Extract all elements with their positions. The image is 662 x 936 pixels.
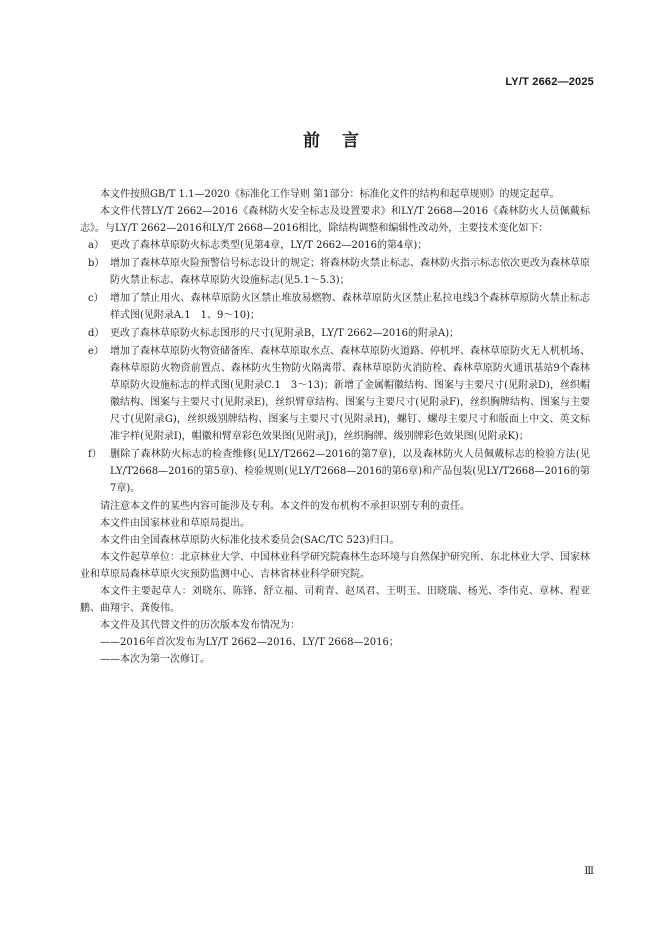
drafting-units: 本文件起草单位：北京林业大学、中国林业科学研究院森林生态环境与自然保护研究所、东北林业大学、国家林业和草原局森林草原火灾预防监测中心、吉林省林业科学研究院。 <box>80 552 590 580</box>
patent-notice: 请注意本文件的某些内容可能涉及专利。本文件的发布机构不承担识别专利的责任。 <box>100 501 470 512</box>
list-item <box>80 237 590 254</box>
list-item-label: d） <box>88 328 105 339</box>
standard-code: LY/T 2662—2025 <box>505 76 594 88</box>
page-number: Ⅲ <box>584 866 594 877</box>
list-item-text: 增加了禁止用火、森林草原防火区禁止堆放易燃物、森林草原防火区禁止私拉电线3个森林草原防火禁止标志样式图(见附录A.1 1、9～10)； <box>110 293 590 321</box>
list-item-text: 增加了森林草原火险预警信号标志设计的规定；将森林防火禁止标志、森林防火指示标志依次更改为森林草原防火禁止标志、森林草原防火设施标志(见5.1～5.3)； <box>110 258 590 286</box>
page-title: 前言 <box>303 131 381 151</box>
committee-statement: 本文件由全国森林草原防火标准化技术委员会(SAC/TC 523)归口。 <box>100 535 400 546</box>
list-item-label: e） <box>88 346 104 357</box>
list-item <box>80 290 590 324</box>
list-item <box>80 255 590 289</box>
history-item: ——本次为第一次修订。 <box>100 654 210 665</box>
changes-list <box>80 237 590 497</box>
list-item-text: 更改了森林草原防火标志类型(见第4章，LY/T 2662—2016的第4章)； <box>110 240 428 251</box>
list-item-text: 删除了森林防火标志的检查维修(见LY/T2662—2016的第7章)，以及森林防火人员佩戴标志的检验方法(见LY/T2668—2016的第5章)、检验规则(见LY/T2668—2016的第6章)和产品包装(见LY/T2668—2016的第7章)。 <box>110 449 590 494</box>
list-item-label: f） <box>88 449 102 460</box>
list-item-label: c） <box>88 293 104 304</box>
list-item <box>80 446 590 497</box>
list-item <box>80 343 590 445</box>
list-item <box>80 325 590 342</box>
intro-paragraph: 本文件代替LY/T 2662—2016《森林防火安全标志及设置要求》和LY/T 2668—2016《森林防火人员佩戴标志》。与LY/T 2662—2016和LY/T 2668—2016相比，除结构调整和编辑性改动外，主要技术变化如下： <box>80 206 590 234</box>
list-item-text: 增加了森林草原防火物资储备库、森林草原取水点、森林草原防火道路、停机坪、森林草原防火无人机机场、森林草原防火物资前置点、森林防火生物防火隔离带、森林草原防火消防栓、森林草原防火通讯基站9个森林草原防火设施标志的样式图(见附录C.1 3～13)；新增了金属帽徽结构、图案与主要尺寸(见附录D)，丝织帽徽结构、图案与主要尺寸(见附录E)，丝织臂章结构、图案与主要尺寸(见附录F)，丝织胸牌结构、图案与主要尺寸(见附录G)，丝织级别牌结构、图案与主要尺寸(见附录H)，螺钉、螺母主要尺寸和版面上中文、英文标准字样(见附录I)，帽徽和臂章彩色效果图(见附录J)，丝织胸牌、级别牌彩色效果图(见附录K)； <box>110 346 590 442</box>
history-intro: 本文件及其代替文件的历次版本发布情况为： <box>100 620 300 631</box>
intro-paragraph: 本文件按照GB/T 1.1—2020《标准化工作导则 第1部分：标准化文件的结构和起草规则》的规定起草。 <box>100 189 560 200</box>
list-item-label: b） <box>88 258 105 269</box>
list-item-label: a） <box>88 240 104 251</box>
proposer-statement: 本文件由国家林业和草原局提出。 <box>100 518 250 529</box>
document-body <box>80 186 590 668</box>
drafters: 本文件主要起草人：刘晓东、陈锋、舒立福、司莉青、赵凤君、王明玉、田晓瑞、杨光、李伟克、章林、程亚鹏、曲翔宇、龚俊伟。 <box>80 586 590 614</box>
list-item-text: 更改了森林草原防火标志图形的尺寸(见附录B，LY/T 2662—2016的附录A)； <box>110 328 460 339</box>
history-item: ——2016年首次发布为LY/T 2662—2016、LY/T 2668—2016； <box>100 637 399 648</box>
